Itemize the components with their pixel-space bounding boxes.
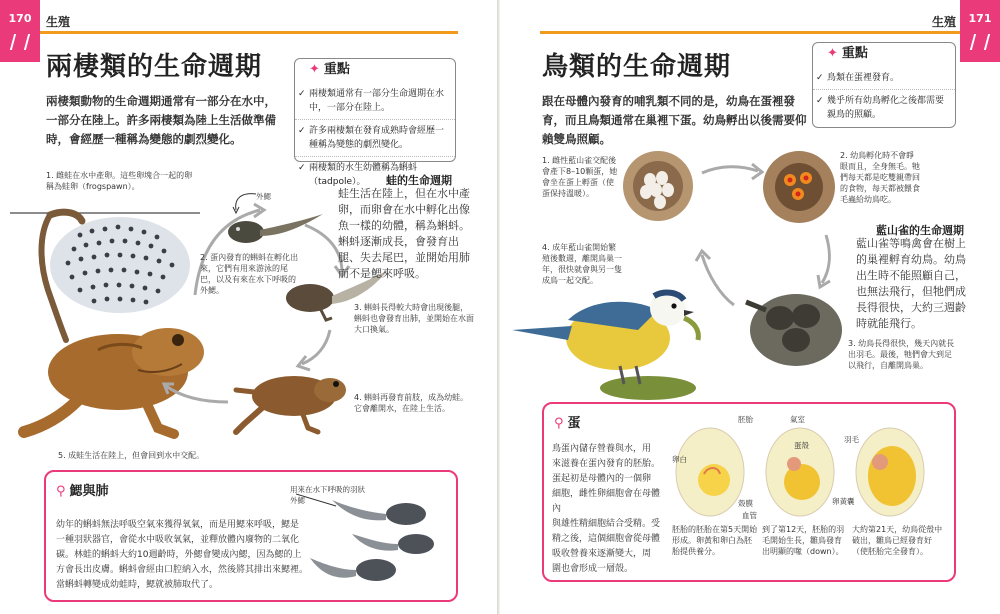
sidebar-line: 蝌蚪逐漸成長，會發育出 bbox=[338, 235, 459, 248]
gills-label: 用來在水下呼吸的羽狀外鰓 bbox=[290, 485, 365, 505]
right-page bbox=[500, 0, 1000, 614]
step-2-caption: 2. 幼鳥孵化時不會睜眼而且，全身無毛。牠們每天都是吃雙親帶回的食物，每天都被餵食毛蟲給幼鳥吃。 bbox=[840, 151, 920, 204]
box-heading bbox=[554, 412, 581, 431]
box-line: 當蝌蚪轉變成幼蛙時，鰓就被肺取代了。 bbox=[56, 580, 219, 590]
box-heading-label: 鰓與肺 bbox=[69, 484, 109, 499]
egg-label-shell: 蛋殼 bbox=[794, 441, 809, 450]
pin-icon: ✦ bbox=[827, 46, 838, 61]
step-4-caption: 4. 蝌蚪再發育前肢，成為幼蛙。它會離開水，在陸上生活。 bbox=[354, 393, 469, 413]
egg-label-air: 氣室 bbox=[790, 415, 805, 424]
page-number: 170 bbox=[8, 12, 32, 25]
box-line: 一種羽狀器官，會從水中吸收氧氣，並釋放體內廢物的二氧化 bbox=[56, 535, 300, 545]
key-heading bbox=[827, 47, 868, 61]
dna-icon bbox=[970, 34, 990, 50]
tadpole-group-illustration bbox=[296, 492, 446, 592]
box-heading-label: 蛋 bbox=[567, 416, 581, 431]
box-line: 碳。林蛙的蝌蚪大約10週齡時，外鰓會變成內鰓，因為鰓的上 bbox=[56, 550, 302, 560]
intro-line: 賴雙鳥照顧。 bbox=[542, 132, 611, 146]
sidebar-text bbox=[856, 236, 966, 332]
egg-label-white: 卵白 bbox=[672, 455, 687, 464]
step-1-caption: 1. 雌蛙在水中產卵。這些卵塊合一起的卵稱為蛙卵（frogspawn）。 bbox=[46, 171, 193, 191]
gill-label: 外鰓 bbox=[256, 192, 271, 201]
intro-line: 時，會經歷一種稱為變態的劇烈變化。 bbox=[46, 132, 242, 146]
key-heading-label: 重點 bbox=[323, 62, 350, 77]
intro-text bbox=[46, 92, 276, 149]
intro-line: 育，而且鳥類通常在巢裡下蛋。幼鳥孵出以後需要仰 bbox=[542, 113, 807, 127]
nest-eggs-photo bbox=[622, 150, 694, 222]
step-2-caption: 2. 蛋內發育的蝌蚪在孵化出來，它們有用來游泳的尾巴，以及有來在水下呼吸的外鰓。 bbox=[200, 253, 299, 295]
intro-text bbox=[542, 92, 807, 149]
blue-tit-photo bbox=[508, 270, 708, 400]
box-line: 與雄性精細胞結合受精。受 bbox=[552, 519, 661, 529]
page-number: 171 bbox=[968, 12, 992, 25]
step-1-caption: 1. 雌性藍山雀交配後會產下8–10顆蛋，她會坐在蛋上孵蛋（使蛋保持溫暖）。 bbox=[542, 156, 618, 198]
step-3-caption: 3. 幼鳥長得很快，幾天內就長出羽毛。最後，牠們會大到足以飛行，自離開鳥巢。 bbox=[848, 339, 955, 370]
sidebar-line: 的巢裡孵育幼鳥。幼鳥 bbox=[856, 253, 966, 266]
magnifier-icon: ⚲ bbox=[554, 416, 564, 431]
sidebar-text bbox=[338, 186, 470, 282]
box-line: 圍也會形成一層殼。 bbox=[552, 564, 634, 574]
section-label: 生殖 bbox=[932, 15, 957, 29]
egg-caption-day12: 到了第12天，胚胎的羽毛開始生長，雛鳥發育出明顯的喙（down）。 bbox=[762, 525, 845, 556]
box-line: 精之後，這個細胞會從母體 bbox=[552, 534, 661, 544]
sidebar-line: 出生時不能照顧自己， bbox=[856, 269, 966, 282]
egg-box bbox=[542, 402, 956, 582]
box-text bbox=[552, 442, 666, 577]
intro-line: 兩棲類動物的生命週期通常有一部分在水中， bbox=[46, 94, 276, 108]
egg-caption-day5: 胚胎的胚胎在第5天開始形成。卵黃和卵白為胚胎提供養分。 bbox=[672, 525, 758, 556]
sidebar-line: 卵，而卵會在水中孵化出像 bbox=[338, 203, 470, 216]
page-title: 兩棲類的生命週期 bbox=[46, 52, 263, 82]
sidebar-line: 蛙生活在陸上，但在水中產 bbox=[338, 187, 470, 200]
sidebar-line: 而不是鰓來呼吸。 bbox=[338, 267, 426, 280]
egg-label-yolk: 卵黃囊 bbox=[832, 497, 855, 506]
header-rule bbox=[40, 31, 458, 34]
gills-lungs-box bbox=[44, 470, 458, 602]
box-line: 吸收營養來逐漸變大，周 bbox=[552, 549, 652, 559]
key-points-box bbox=[812, 42, 956, 128]
key-heading bbox=[309, 63, 350, 77]
sidebar-line: 也無法飛行，但牠們成 bbox=[856, 285, 966, 298]
egg-label-membrane: 殼膜 bbox=[738, 499, 753, 508]
page-tab-left bbox=[0, 0, 40, 62]
section-label: 生殖 bbox=[46, 15, 71, 29]
key-point: ✓ 兩棲類的水生幼體稱為蝌蚪（tadpole）。 bbox=[295, 157, 455, 193]
intro-line: 跟在母體內發育的哺乳類不同的是，幼鳥在蛋裡發 bbox=[542, 94, 795, 108]
sidebar-heading: 藍山雀的生命週期 bbox=[876, 224, 964, 237]
egg-label-vessel: 血管 bbox=[742, 511, 757, 520]
box-line: 來滋養在蛋內發育的胚胎。 bbox=[552, 459, 661, 469]
sidebar-line: 長得很快，大約三週齡 bbox=[856, 301, 966, 314]
pin-icon: ✦ bbox=[309, 62, 320, 77]
step-4-caption: 4. 成年藍山雀開始繁殖後數週，離開鳥巢一年，很快就會與另一隻成鳥一起交配。 bbox=[542, 243, 622, 285]
egg-label-embryo: 胚胎 bbox=[738, 415, 753, 424]
sidebar-line: 魚一樣的幼體，稱為蝌蚪。 bbox=[338, 219, 470, 232]
key-point: ✓ 幾乎所有幼鳥孵化之後都需要親鳥的照顧。 bbox=[813, 90, 955, 126]
sidebar-line: 腿、失去尾巴，並開始用肺 bbox=[338, 251, 470, 264]
key-heading-label: 重點 bbox=[841, 46, 868, 61]
sidebar-line: 時就能飛行。 bbox=[856, 317, 922, 330]
box-heading bbox=[56, 480, 109, 499]
box-line: 幼年的蝌蚪無法呼吸空氣來獲得氧氣，而是用鰓來呼吸，鰓是 bbox=[56, 520, 300, 530]
sidebar-line: 藍山雀等鳴禽會在樹上 bbox=[856, 237, 966, 250]
egg-label-feathers: 羽毛 bbox=[844, 435, 859, 444]
egg-stages-diagram bbox=[668, 422, 948, 520]
box-line: 方會長出皮膚。蝌蚪會經由口腔納入水，然後將其排出來鰓裡。 bbox=[56, 565, 309, 575]
box-line: 鳥蛋內儲存營養與水，用 bbox=[552, 444, 652, 454]
sidebar-heading: 蛙的生命週期 bbox=[386, 174, 452, 187]
box-text bbox=[56, 518, 314, 593]
box-line: 細胞，雌性卵細胞會在母體內 bbox=[552, 489, 661, 514]
key-point: ✓ 鳥類在蛋裡發育。 bbox=[813, 67, 955, 90]
key-point: ✓ 許多兩棲類在發育成熟時會經歷一種稱為變態的劇烈變化。 bbox=[295, 120, 455, 157]
egg-caption-day21: 大約第21天，幼鳥從殼中破出，雛鳥已經發育好（使胚胎完全發育）。 bbox=[852, 525, 943, 556]
step-3-caption: 3. 蝌蚪長得較大時會出現後腿，蝌蚪也會發育出肺，並開始在水面大口換氣。 bbox=[354, 303, 474, 334]
dna-icon bbox=[10, 34, 30, 50]
page-title: 鳥類的生命週期 bbox=[542, 52, 732, 82]
intro-line: 一部分在陸上。許多兩棲類為陸上生活做準備 bbox=[46, 113, 276, 127]
magnifier-icon: ⚲ bbox=[56, 484, 66, 499]
box-line: 蛋起初是母體內的一個卵 bbox=[552, 474, 652, 484]
header-rule bbox=[540, 31, 960, 34]
page-tab-right bbox=[960, 0, 1000, 62]
key-point: ✓ 兩棲類通常有一部分生命週期在水中，一部分在陸上。 bbox=[295, 83, 455, 120]
step-5-caption: 5. 成蛙生活在陸上，但會回到水中交配。 bbox=[58, 451, 205, 460]
